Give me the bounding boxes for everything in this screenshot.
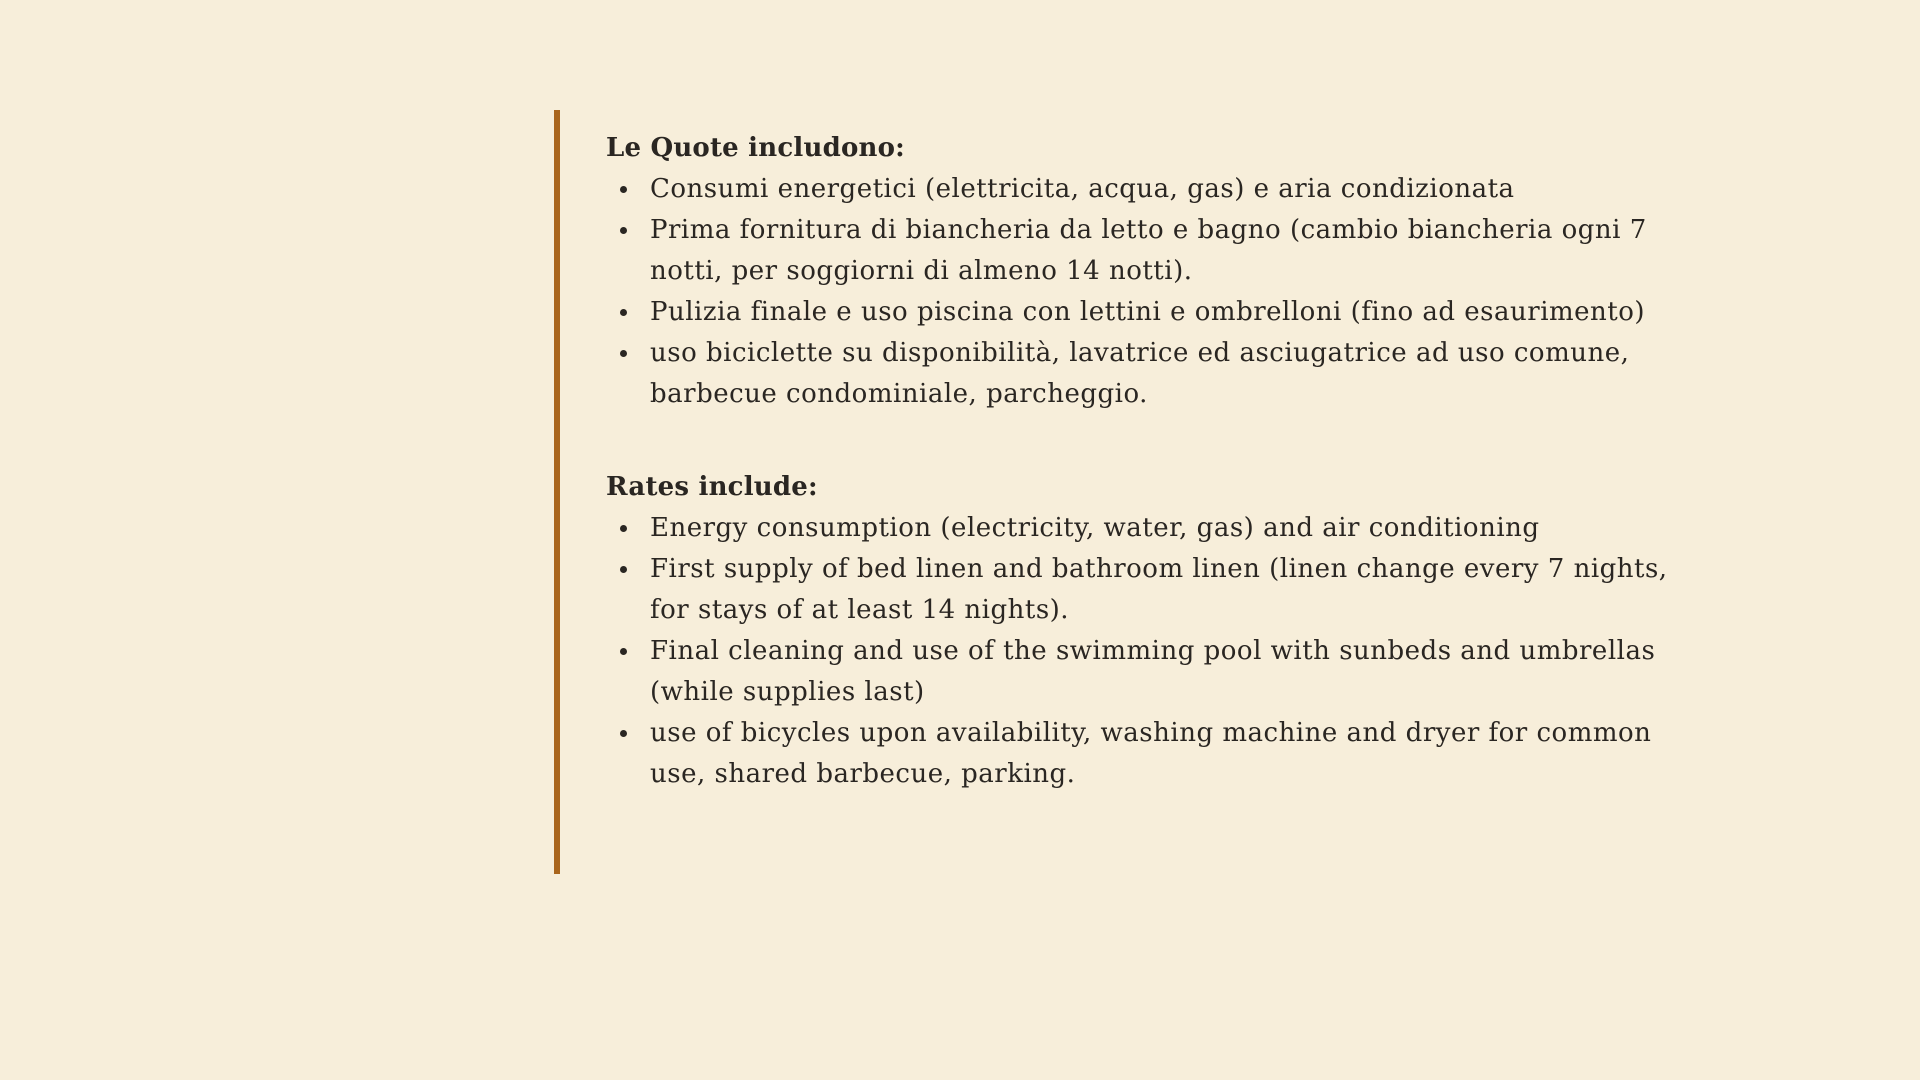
italian-heading: Le Quote includono: <box>606 133 905 163</box>
bullet-icon <box>620 350 627 357</box>
list-item-text: uso biciclette su disponibilità, lavatrice ed asciugatrice ad uso comune, barbecue condominiale, parcheggio. <box>650 338 1630 409</box>
list-item-text: use of bicycles upon availability, washing machine and dryer for common use, shared barbecue, parking. <box>650 718 1652 789</box>
english-heading: Rates include: <box>606 472 818 502</box>
list-item <box>606 292 1674 333</box>
bullet-icon <box>620 309 627 316</box>
bullet-icon <box>620 730 627 737</box>
list-item <box>606 631 1674 713</box>
list-item-text: Pulizia finale e uso piscina con lettini e ombrelloni (fino ad esaurimento) <box>650 297 1646 327</box>
list-item-text: First supply of bed linen and bathroom linen (linen change every 7 nights, for stays of at least 14 nights). <box>650 554 1668 625</box>
english-section <box>606 467 1674 795</box>
list-item-text: Energy consumption (electricity, water, gas) and air conditioning <box>650 513 1540 543</box>
list-item <box>606 508 1674 549</box>
italian-item-list <box>606 169 1674 415</box>
bullet-icon <box>620 186 627 193</box>
list-item-text: Consumi energetici (elettricita, acqua, gas) e aria condizionata <box>650 174 1515 204</box>
list-item <box>606 169 1674 210</box>
english-item-list <box>606 508 1674 795</box>
list-item-text: Prima fornitura di biancheria da letto e bagno (cambio biancheria ogni 7 notti, per soggiorni di almeno 14 notti). <box>650 215 1647 286</box>
list-item <box>606 333 1674 415</box>
list-item <box>606 713 1674 795</box>
bullet-icon <box>620 566 627 573</box>
bullet-icon <box>620 525 627 532</box>
list-item <box>606 210 1674 292</box>
italian-section <box>606 128 1674 415</box>
bullet-icon <box>620 648 627 655</box>
list-item <box>606 549 1674 631</box>
bullet-icon <box>620 227 627 234</box>
rates-content-block <box>554 110 1674 874</box>
list-item-text: Final cleaning and use of the swimming pool with sunbeds and umbrellas (while supplies last) <box>650 636 1656 707</box>
